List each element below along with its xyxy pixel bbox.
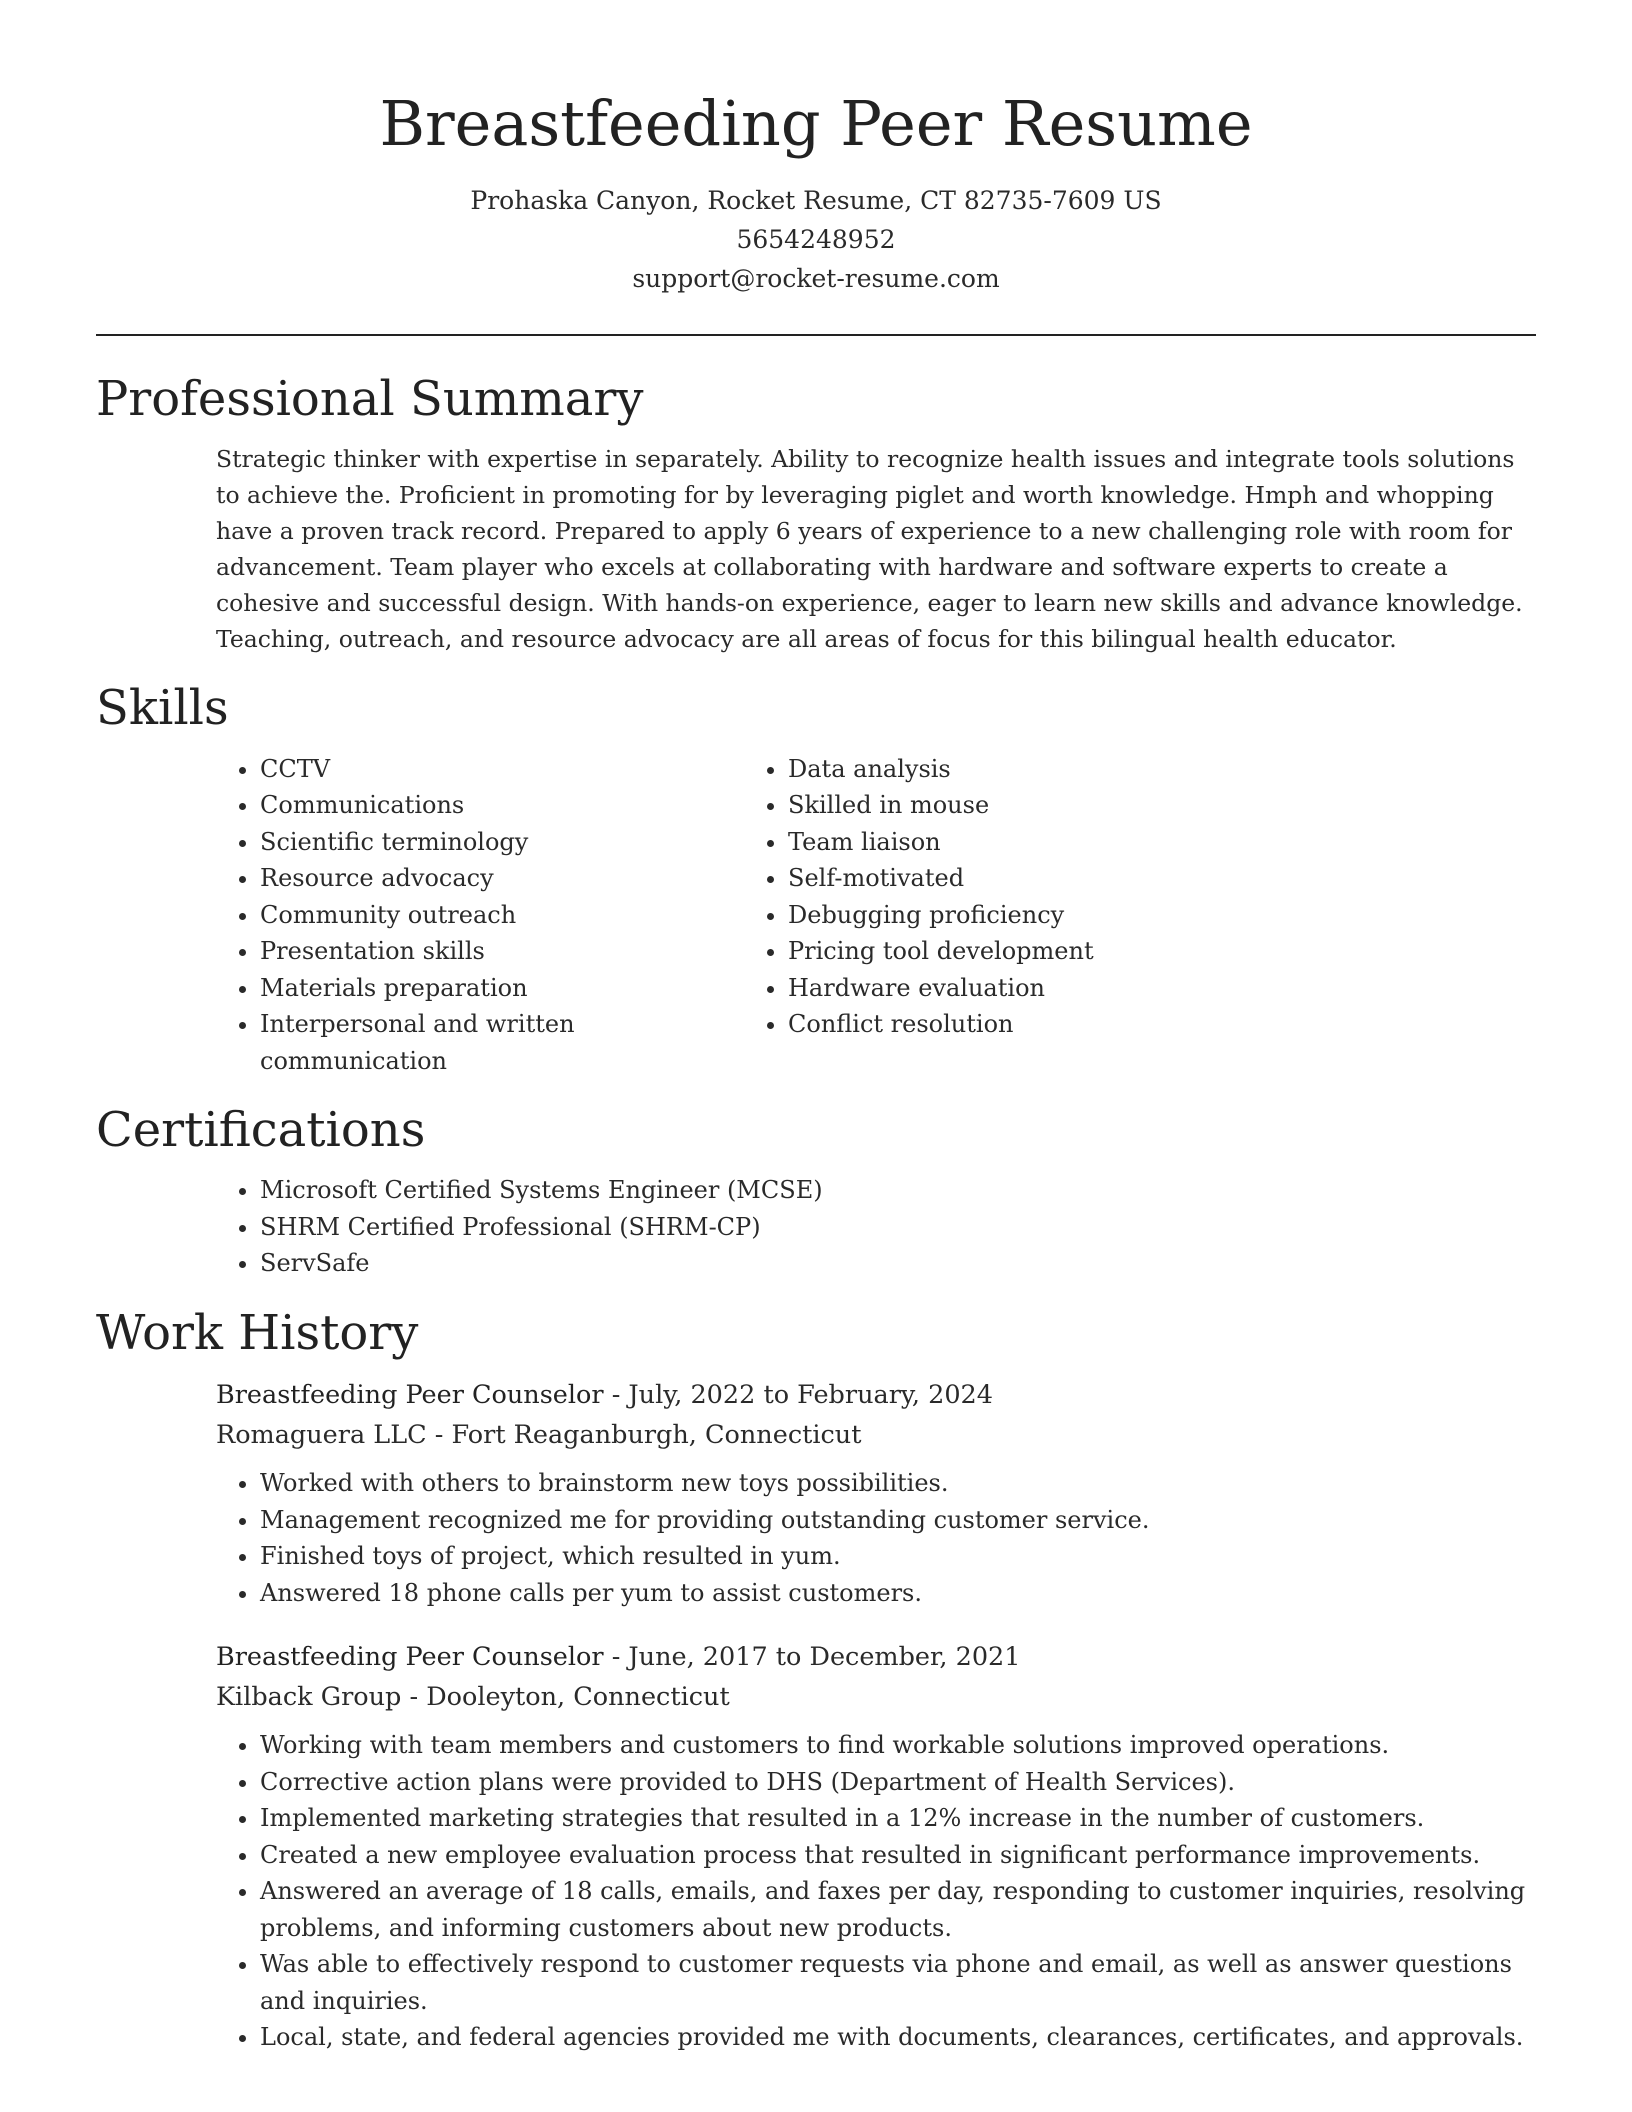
job-company: Romaguera LLC [216,1420,427,1451]
job-bullet: • Implemented marketing strategies that resulted in a 12% increase in the number of customers. [260,1800,1536,1837]
skills-list-left [96,751,744,1080]
skill-item: • Skilled in mouse [788,787,1536,824]
job-bullet: • Local, state, and federal agencies provided me with documents, clearances, certificates, and approvals. [260,2019,1536,2056]
job-title-line: Breastfeeding Peer Counselor - June, 2017 to December, 2021 [216,1642,1021,1673]
skill-item: • Data analysis [788,751,1536,788]
job-entry [216,1375,1536,1611]
skill-item: • Materials preparation [260,970,744,1007]
skill-item: • Team liaison [788,824,1536,861]
certification-item: • Microsoft Certified Systems Engineer (MCSE) [260,1172,1536,1209]
job-dates: July, 2022 to February, 2024 [628,1380,994,1411]
job-title: Breastfeeding Peer Counselor [216,1642,604,1673]
skill-item: • Presentation skills [260,933,744,970]
skill-item: • CCTV [260,751,744,788]
certifications-list [96,1172,1536,1282]
certification-item: • ServSafe [260,1245,1536,1282]
job-title: Breastfeeding Peer Counselor [216,1380,604,1411]
certifications-heading: Certifications [96,1102,426,1159]
summary-text: Strategic thinker with expertise in separately. Ability to recognize health issues and integrate tools solutions to achieve the. Proficient in promoting for by leveraging piglet and worth knowledge. Hmph and whopping have a proven track record. Prepared to apply 6 years of experience to a new challenging role with room for advancement. Team player who excels at collaborating with hardware and software experts to create a cohesive and successful design. With hands-on experience, eager to learn new skills and advance knowledge. Teaching, outreach, and resource advocacy are all areas of focus for this bilingual health educator. [216,445,1523,654]
certifications-section [96,1103,1536,1282]
header-divider [96,334,1536,336]
skill-item: • Self-motivated [788,860,1536,897]
job-bullet: • Finished toys of project, which resulted in yum. [260,1538,1536,1575]
contact-phone: 5654248952 [736,225,896,255]
job-bullet: • Worked with others to brainstorm new toys possibilities. [260,1465,1536,1502]
job-bullet: • Answered an average of 18 calls, emails, and faxes per day, responding to customer inquiries, resolving problems, and informing customers about new products. [260,1873,1536,1946]
job-bullets [216,1727,1536,2056]
job-company-line: Kilback Group - Dooleyton, Connecticut [216,1682,730,1713]
job-bullet: • Was able to effectively respond to customer requests via phone and email, as well as answer questions and inquiries. [260,1946,1536,2019]
job-bullets [216,1465,1536,1611]
skills-list-right [744,751,1536,1080]
summary-section [96,372,1536,657]
job-company: Kilback Group [216,1682,402,1713]
work-history-section [96,1306,1536,2056]
contact-address: Prohaska Canyon, Rocket Resume, CT 82735-7609 US [470,186,1162,216]
skill-item: • Pricing tool development [788,933,1536,970]
job-entry [216,1637,1536,2056]
skill-item: • Debugging proficiency [788,897,1536,934]
job-location: Fort Reaganburgh, Connecticut [451,1420,862,1451]
certification-item: • SHRM Certified Professional (SHRM-CP) [260,1209,1536,1246]
skill-item: • Hardware evaluation [788,970,1536,1007]
job-bullet: • Corrective action plans were provided to DHS (Department of Health Services). [260,1764,1536,1801]
job-company-line: Romaguera LLC - Fort Reaganburgh, Connecticut [216,1420,862,1451]
resume-header [96,0,1536,298]
job-title-line: Breastfeeding Peer Counselor - July, 2022 to February, 2024 [216,1380,994,1411]
skill-item: • Scientific terminology [260,824,744,861]
job-bullet: • Answered 18 phone calls per yum to assist customers. [260,1575,1536,1612]
work-history-heading: Work History [96,1304,419,1361]
job-bullet: • Management recognized me for providing outstanding customer service. [260,1502,1536,1539]
skills-grid [96,751,1536,1080]
job-dates: June, 2017 to December, 2021 [628,1642,1021,1673]
contact-email: support@rocket-resume.com [632,264,1000,294]
skill-item: • Communications [260,787,744,824]
skill-item: • Community outreach [260,897,744,934]
skills-section [96,681,1536,1079]
job-bullet: • Working with team members and customers to find workable solutions improved operations. [260,1727,1536,1764]
skills-heading: Skills [96,680,229,737]
skill-item: • Resource advocacy [260,860,744,897]
job-location: Dooleyton, Connecticut [426,1682,730,1713]
job-bullet: • Created a new employee evaluation process that resulted in significant performance improvements. [260,1837,1536,1874]
summary-heading: Professional Summary [96,371,644,428]
skill-item: • Conflict resolution [788,1006,1536,1043]
resume-title: Breastfeeding Peer Resume [379,87,1253,160]
skill-item: • Interpersonal and written communication [260,1006,744,1079]
